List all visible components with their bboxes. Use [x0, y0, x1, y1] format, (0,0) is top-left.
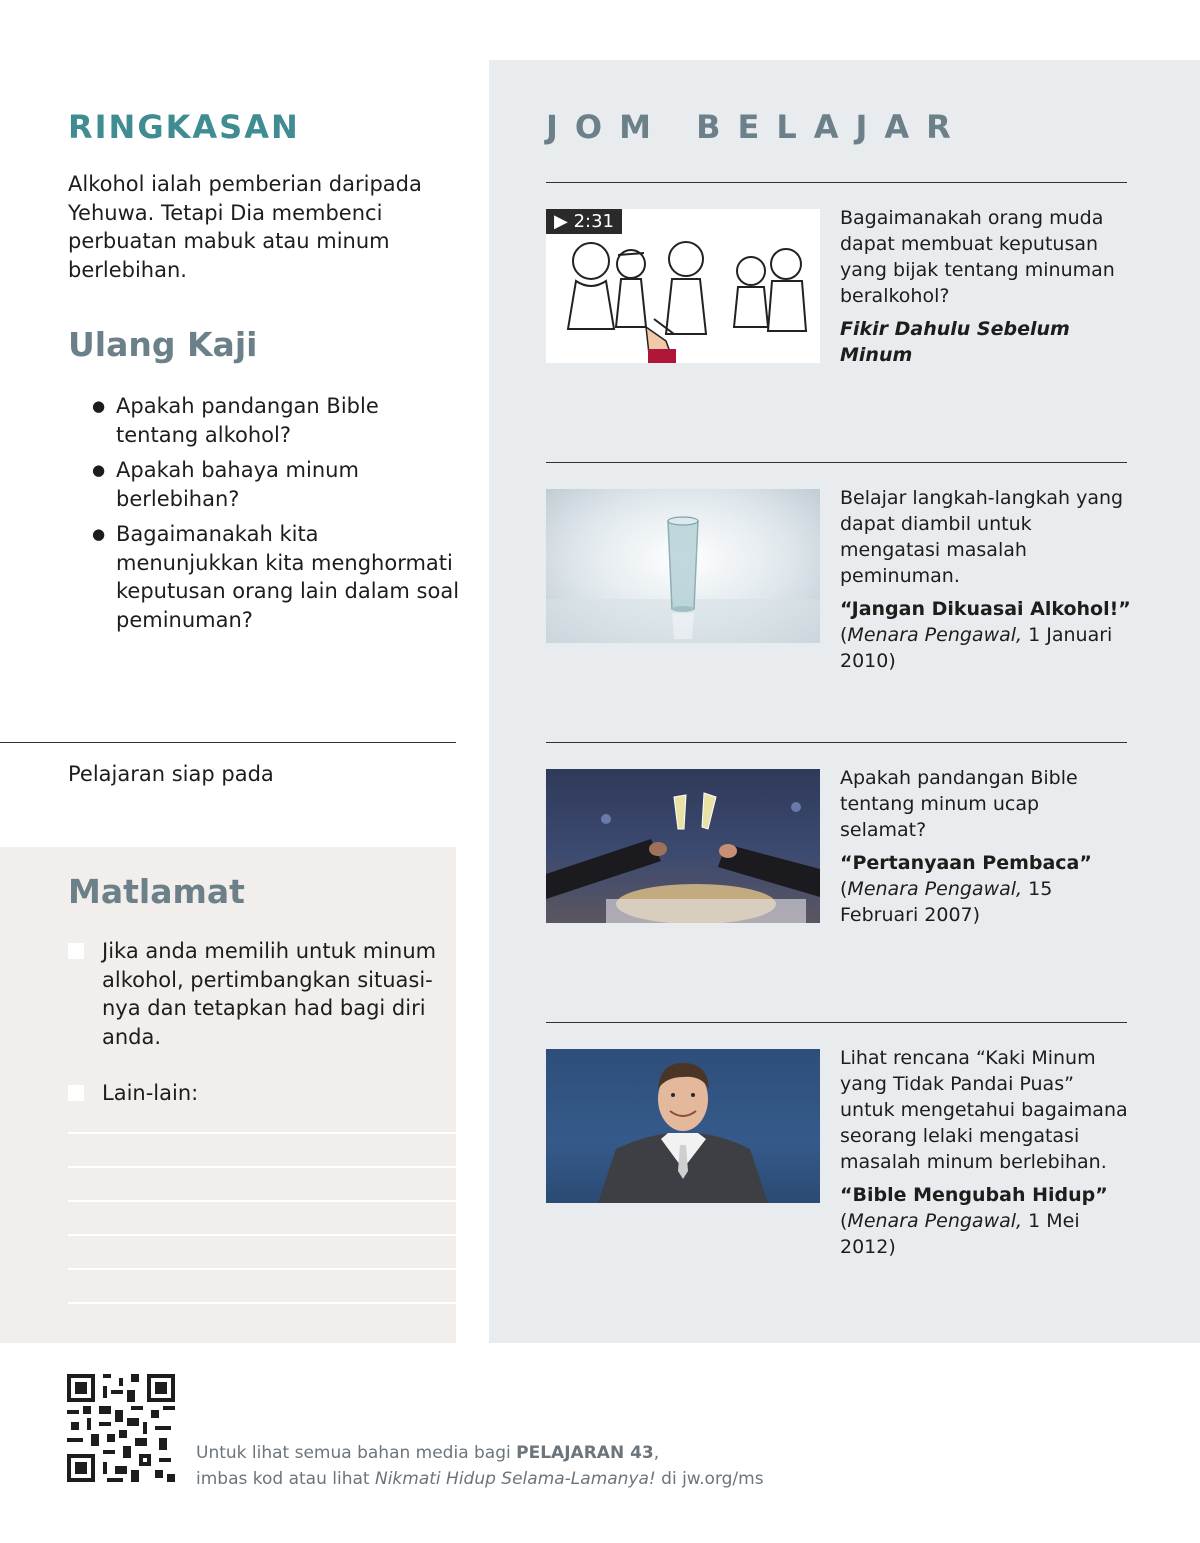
- article-image[interactable]: [546, 769, 820, 923]
- review-question: ● Apakah bahaya minum berlebihan?: [92, 456, 462, 513]
- write-line[interactable]: [68, 1268, 456, 1270]
- study-entry: [840, 485, 1135, 674]
- lesson-completed-label: Pelajaran siap pada: [68, 762, 274, 786]
- goal-item[interactable]: [68, 1079, 438, 1108]
- publication-name: Menara Pengawal,: [847, 624, 1023, 646]
- video-duration-badge: ▶ 2:31: [546, 209, 622, 234]
- entry-source: (Menara Pengawal, 1 Mei 2012): [840, 1210, 1080, 1258]
- review-question: ● Apakah pandangan Bible tentang alkohol?: [92, 392, 462, 449]
- entry-title-link[interactable]: “Jangan Dikuasai Alkohol!”: [840, 598, 1131, 620]
- review-question-list: [92, 392, 462, 641]
- entry-title-link[interactable]: “Bible Mengubah Hidup”: [840, 1184, 1108, 1206]
- write-line[interactable]: [68, 1166, 456, 1168]
- divider: [546, 462, 1127, 463]
- goal-heading: Matlamat: [68, 872, 245, 911]
- entry-description: Apakah pandangan Bible tentang minum ucap selamat?: [840, 767, 1078, 841]
- article-image[interactable]: [546, 489, 820, 643]
- review-heading: Ulang Kaji: [68, 325, 258, 364]
- publication-name: Menara Pengawal,: [847, 1210, 1023, 1232]
- divider: [546, 182, 1127, 183]
- write-line[interactable]: [68, 1234, 456, 1236]
- entry-title-link[interactable]: “Pertanyaan Pembaca”: [840, 852, 1092, 874]
- study-entry: [840, 205, 1130, 368]
- study-entry: [840, 1045, 1130, 1260]
- man-portrait-icon: [546, 1049, 820, 1203]
- write-line[interactable]: [68, 1200, 456, 1202]
- goal-checkbox[interactable]: [68, 943, 84, 959]
- entry-title-link[interactable]: Fikir Dahulu Sebelum Minum: [840, 318, 1070, 366]
- summary-heading: RINGKASAN: [68, 108, 300, 146]
- goal-item-label: Jika anda memilih untuk minum alkohol, pertimbangkan situasi-nya dan tetapkan had bagi diri anda.: [102, 939, 437, 1049]
- review-question: ● Bagaimanakah kita menunjukkan kita menghormati keputusan orang lain dalam soal peminuman?: [92, 520, 462, 634]
- champagne-toast-icon: [546, 769, 820, 923]
- divider: [546, 1022, 1127, 1023]
- study-heading: JOM BELAJAR: [546, 108, 968, 146]
- divider: [0, 742, 456, 743]
- study-entry: [840, 765, 1130, 928]
- website-link[interactable]: di jw.org/ms: [655, 1469, 764, 1489]
- footer-note: Untuk lihat semua bahan media bagi PELAJARAN 43, imbas kod atau lihat Nikmati Hidup Selama-Lamanya! di jw.org/ms: [196, 1443, 764, 1489]
- write-line[interactable]: [68, 1132, 456, 1134]
- goal-item[interactable]: [68, 937, 438, 1051]
- divider: [546, 742, 1127, 743]
- entry-description: Bagaimanakah orang muda dapat membuat keputusan yang bijak tentang minuman beralkohol?: [840, 207, 1115, 307]
- write-line[interactable]: [68, 1302, 456, 1304]
- goal-item-label: Lain-lain:: [102, 1081, 199, 1105]
- summary-text: Alkohol ialah pemberian daripada Yehuwa. Tetapi Dia membenci perbuatan mabuk atau minum berlebihan.: [68, 172, 422, 282]
- glass-icon: [546, 489, 820, 643]
- entry-source: (Menara Pengawal, 1 Januari 2010): [840, 624, 1113, 672]
- entry-description: Lihat rencana “Kaki Minum yang Tidak Pandai Puas” untuk mengetahui bagaimana seorang lelaki mengatasi masalah minum berlebihan.: [840, 1047, 1128, 1173]
- article-image[interactable]: [546, 1049, 820, 1203]
- publication-name: Menara Pengawal,: [847, 878, 1023, 900]
- goal-checkbox[interactable]: [68, 1085, 84, 1101]
- entry-source: (Menara Pengawal, 15 Februari 2007): [840, 878, 1053, 926]
- video-thumbnail[interactable]: [546, 209, 820, 363]
- qr-code-icon[interactable]: [67, 1374, 175, 1482]
- book-title: Nikmati Hidup Selama-Lamanya!: [374, 1469, 656, 1489]
- lesson-number: PELAJARAN 43: [516, 1443, 654, 1463]
- entry-description: Belajar langkah-langkah yang dapat diambil untuk mengatasi masalah peminuman.: [840, 487, 1124, 587]
